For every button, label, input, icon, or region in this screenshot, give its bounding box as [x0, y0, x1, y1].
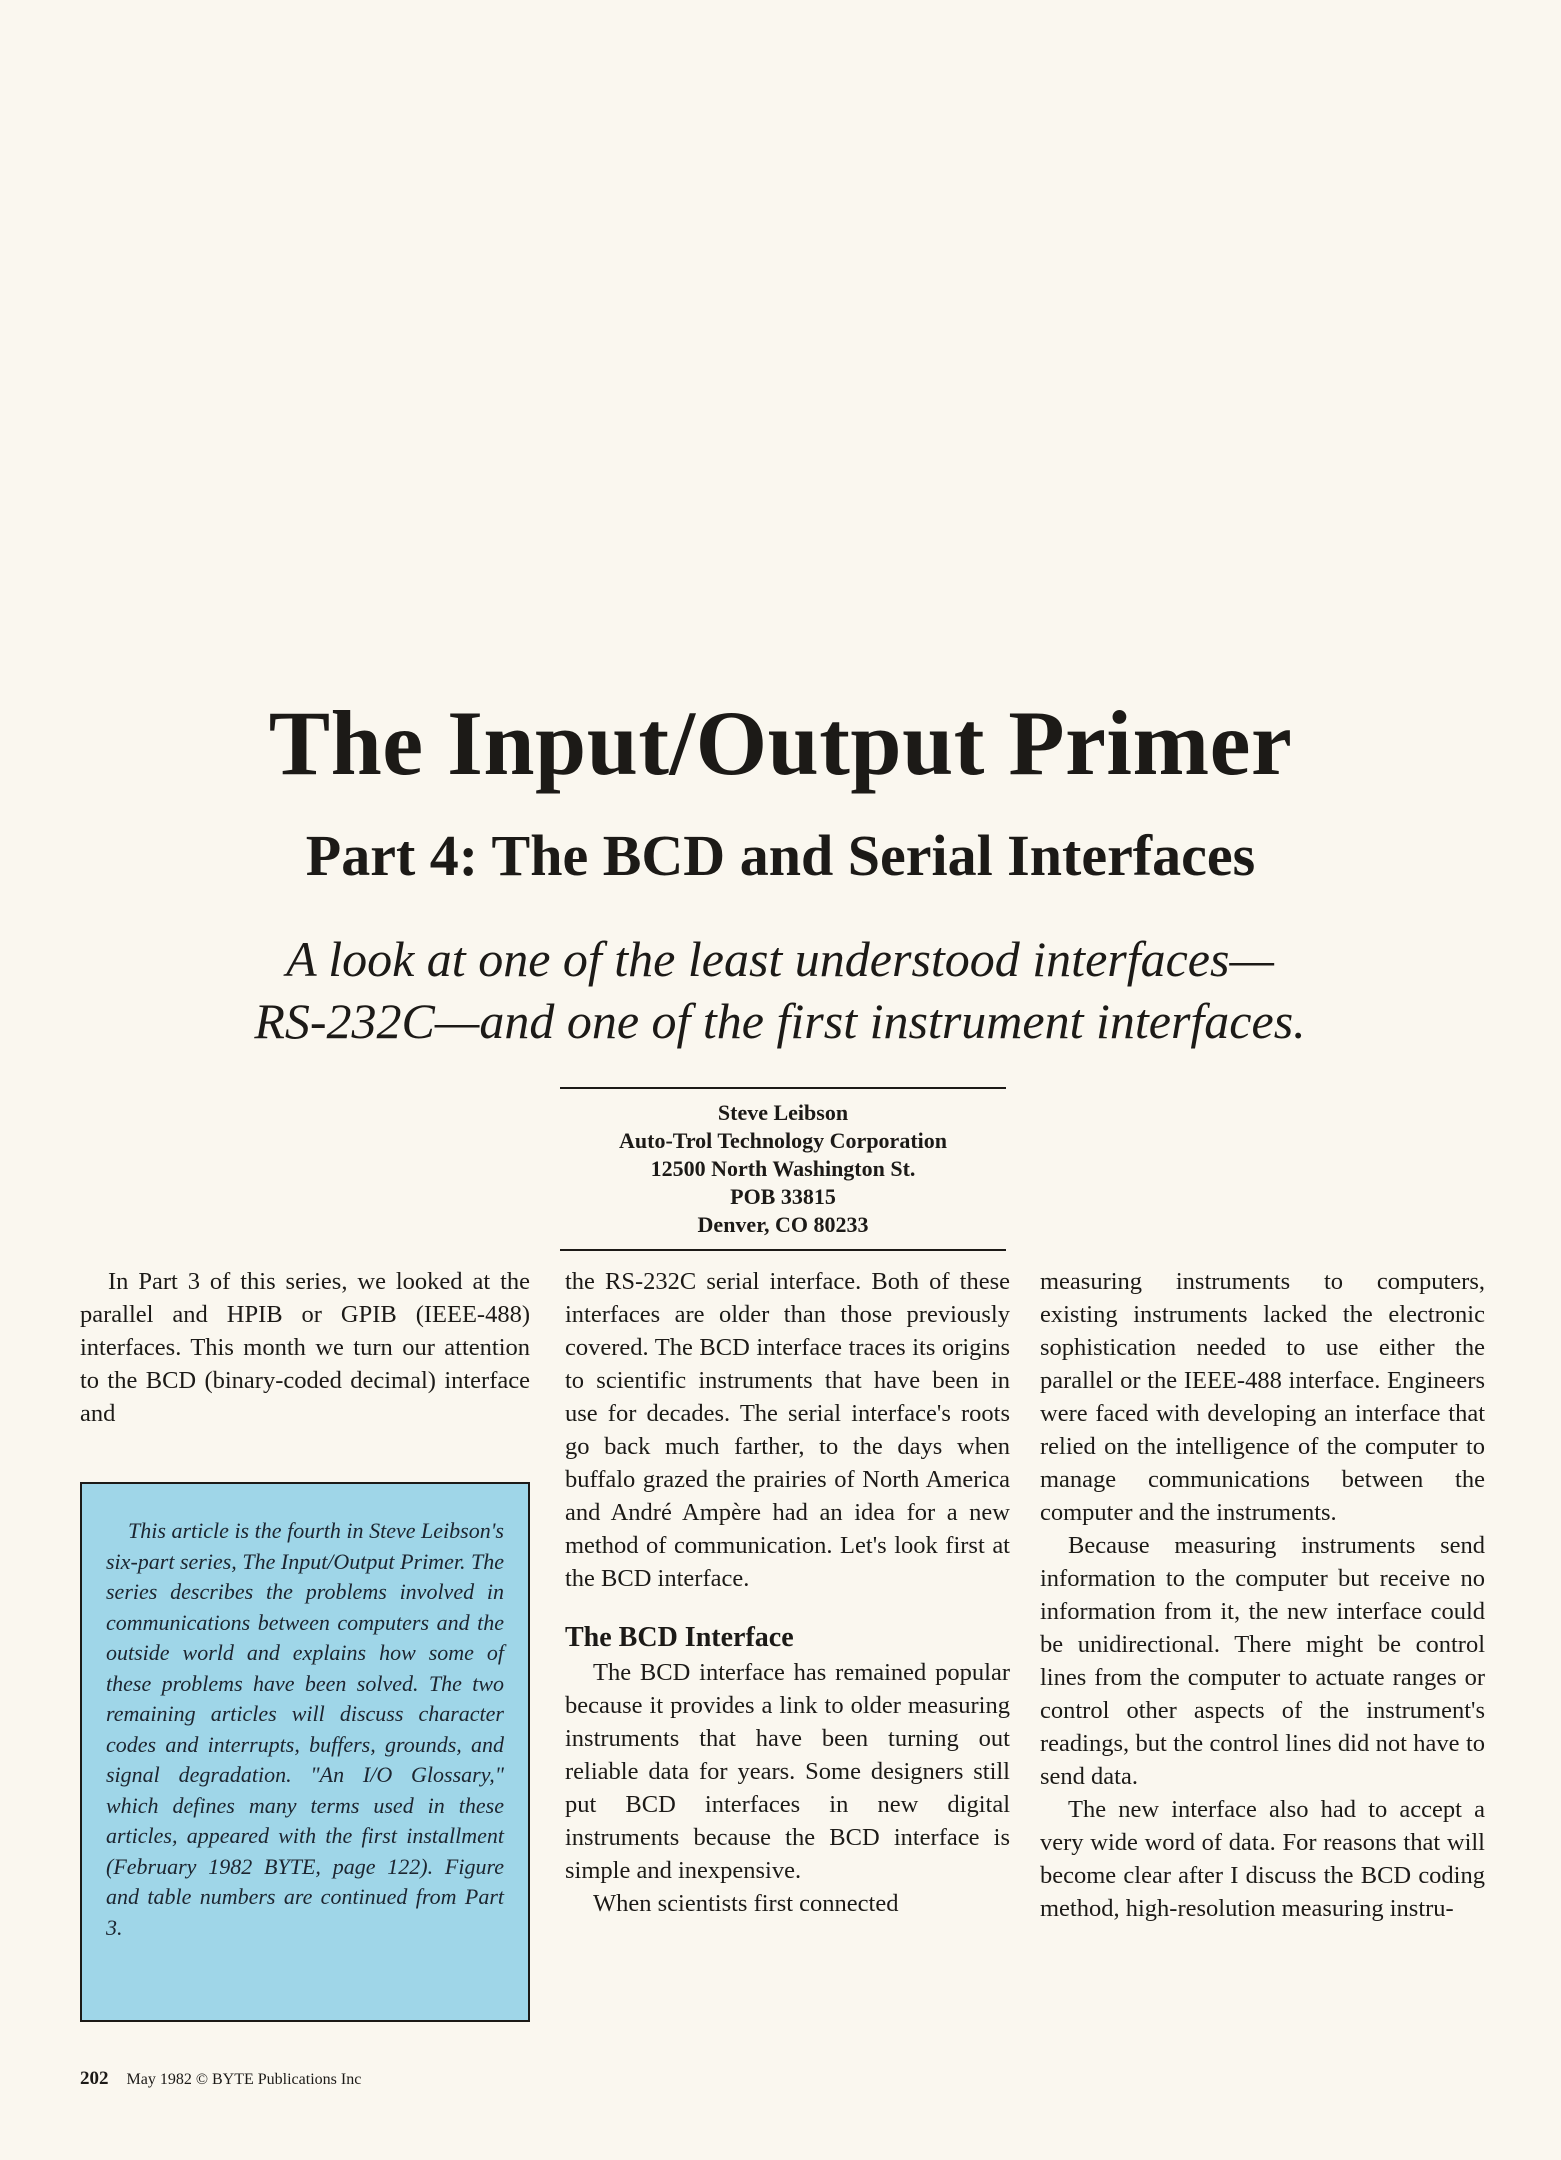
body-paragraph: The BCD interface has remained popular because it provides a link to older measuring instruments that have been turning out reliable data for years. Some designers still put BCD interfaces in new digital instruments because the BCD interface is simple and inexpensive.	[565, 1659, 1010, 1884]
author-byline	[560, 1087, 1006, 1251]
page-footer	[80, 2068, 361, 2090]
sidebar-text: This article is the fourth in Steve Leibson's six-part series, The Input/Output Primer. The series describes the problems involved in communications between computers and the outside world and explains how some of these problems have been solved. The two remaining articles will discuss character codes and interrupts, buffers, grounds, and signal degradation. "An I/O Glossary," which defines many terms used in these articles, appeared with the first installment (February 1982 BYTE, page 122). Figure and table numbers are continued from Part 3.	[106, 1518, 504, 1940]
footer-credit: May 1982 © BYTE Publications Inc	[126, 2071, 362, 2088]
body-paragraph: Because measuring instruments send information to the computer but receive no information from it, the new interface could be unidirectional. There might be control lines from the computer to actuate ranges or control other aspects of the instrument's readings, but the control lines did not have to send data.	[1040, 1532, 1485, 1790]
body-paragraph: The new interface also had to accept a very wide word of data. For reasons that will become clear after I discuss the BCD coding method, high-resolution measuring instru-	[1040, 1796, 1485, 1922]
body-paragraph: measuring instruments to computers, existing instruments lacked the electronic sophistication needed to use either the parallel or the IEEE-488 interface. Engineers were faced with developing an interface that relied on the intelligence of the computer to manage communications between the computer and the instruments.	[1040, 1268, 1485, 1526]
column-3	[1040, 1265, 1485, 1925]
author-name: Steve Leibson	[717, 1100, 849, 1125]
body-paragraph: In Part 3 of this series, we looked at the parallel and HPIB or GPIB (IEEE-488) interfaces. This month we turn our attention to the BCD (binary-coded decimal) interface and	[80, 1268, 530, 1427]
article-title: The Input/Output Primer	[268, 692, 1293, 794]
deck-line-2: RS-232C—and one of the first instrument interfaces.	[254, 993, 1306, 1049]
body-paragraph: When scientists first connected	[593, 1890, 899, 1917]
author-company: Auto-Trol Technology Corporation	[619, 1128, 947, 1153]
author-street: 12500 North Washington St.	[650, 1156, 916, 1181]
column-2	[565, 1265, 1010, 1920]
body-paragraph: the RS-232C serial interface. Both of these interfaces are older than those previously covered. The BCD interface traces its origins to scientific instruments that have been in use for decades. The serial interface's roots go back much farther, to the days when buffalo grazed the prairies of North America and André Ampère had an idea for a new method of communication. Let's look first at the BCD interface.	[565, 1268, 1010, 1592]
section-heading: The BCD Interface	[565, 1622, 794, 1653]
deck-line-1: A look at one of the least understood interfaces—	[286, 931, 1274, 987]
article-subtitle: Part 4: The BCD and Serial Interfaces	[305, 823, 1256, 888]
column-1	[80, 1265, 530, 1430]
article-deck	[200, 928, 1360, 1052]
author-city: Denver, CO 80233	[697, 1212, 869, 1237]
author-pob: POB 33815	[730, 1184, 836, 1209]
page-number: 202	[80, 2068, 109, 2089]
series-note-sidebar	[80, 1482, 530, 2022]
